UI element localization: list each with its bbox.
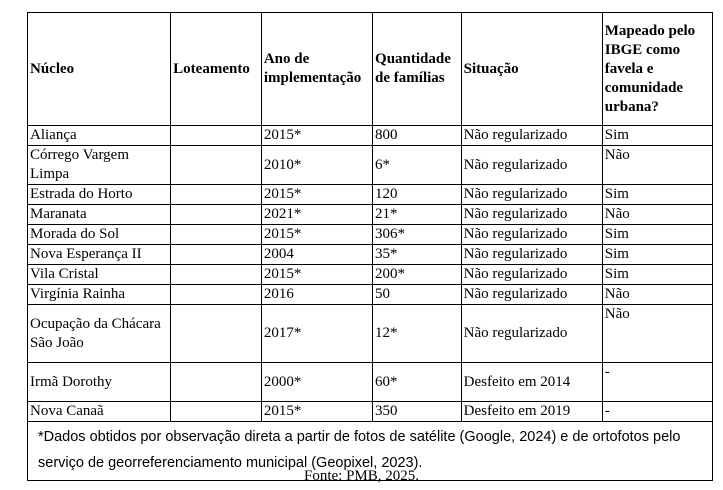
cell-loteamento bbox=[171, 305, 262, 363]
header-nucleo: Núcleo bbox=[28, 13, 171, 126]
cell-ibge: Sim bbox=[602, 225, 712, 245]
cell-ibge: Sim bbox=[602, 245, 712, 265]
table-header-row bbox=[28, 13, 713, 126]
table-row bbox=[28, 185, 713, 205]
header-familias: Quantidade de famílias bbox=[373, 13, 462, 126]
table-row bbox=[28, 305, 713, 363]
header-ibge: Mapeado pelo IBGE como favela e comunidade urbana? bbox=[602, 13, 712, 126]
cell-nucleo: Virgínia Rainha bbox=[28, 285, 171, 305]
cell-ano: 2016 bbox=[261, 285, 372, 305]
cell-nucleo: Estrada do Horto bbox=[28, 185, 171, 205]
cell-familias: 306* bbox=[373, 225, 462, 245]
cell-situacao: Desfeito em 2014 bbox=[461, 363, 602, 402]
table-row bbox=[28, 126, 713, 146]
cell-familias: 12* bbox=[373, 305, 462, 363]
cell-ibge: - bbox=[602, 402, 712, 422]
cell-loteamento bbox=[171, 146, 262, 185]
cell-loteamento bbox=[171, 245, 262, 265]
cell-ano: 2004 bbox=[261, 245, 372, 265]
cell-ano: 2000* bbox=[261, 363, 372, 402]
table-row bbox=[28, 402, 713, 422]
cell-familias: 800 bbox=[373, 126, 462, 146]
cell-loteamento bbox=[171, 205, 262, 225]
cell-situacao: Não regularizado bbox=[461, 265, 602, 285]
cell-loteamento bbox=[171, 402, 262, 422]
cell-nucleo: Vila Cristal bbox=[28, 265, 171, 285]
cell-nucleo: Ocupação da Chácara São João bbox=[28, 305, 171, 363]
cell-ibge: Não bbox=[602, 285, 712, 305]
cell-nucleo: Morada do Sol bbox=[28, 225, 171, 245]
cell-ibge: Sim bbox=[602, 185, 712, 205]
cell-ano: 2021* bbox=[261, 205, 372, 225]
table-row bbox=[28, 285, 713, 305]
cell-nucleo: Aliança bbox=[28, 126, 171, 146]
cell-loteamento bbox=[171, 265, 262, 285]
cell-ibge: Não bbox=[602, 205, 712, 225]
header-situacao: Situação bbox=[461, 13, 602, 126]
cell-ano: 2015* bbox=[261, 265, 372, 285]
cell-familias: 350 bbox=[373, 402, 462, 422]
cell-familias: 120 bbox=[373, 185, 462, 205]
cell-ano: 2015* bbox=[261, 402, 372, 422]
cell-ano: 2015* bbox=[261, 126, 372, 146]
cell-nucleo: Maranata bbox=[28, 205, 171, 225]
cell-ibge: - bbox=[602, 363, 712, 402]
table-row bbox=[28, 225, 713, 245]
cell-situacao: Desfeito em 2019 bbox=[461, 402, 602, 422]
cell-ano: 2017* bbox=[261, 305, 372, 363]
cell-familias: 60* bbox=[373, 363, 462, 402]
header-loteamento: Loteamento bbox=[171, 13, 262, 126]
cell-situacao: Não regularizado bbox=[461, 285, 602, 305]
cell-ano: 2015* bbox=[261, 185, 372, 205]
cell-loteamento bbox=[171, 126, 262, 146]
cell-ibge: Não bbox=[602, 305, 712, 363]
table-row bbox=[28, 265, 713, 285]
table-row bbox=[28, 146, 713, 185]
table-row bbox=[28, 205, 713, 225]
table-source-caption: Fonte: PMB, 2025. bbox=[303, 468, 420, 484]
cell-ano: 2015* bbox=[261, 225, 372, 245]
cell-ibge: Sim bbox=[602, 126, 712, 146]
table-footnote: *Dados obtidos por observação direta a partir de fotos de satélite (Google, 2024) e de ortofotos pelo serviço de georreferenciamento municipal (Geopixel, 2023). bbox=[28, 422, 713, 481]
cell-situacao: Não regularizado bbox=[461, 225, 602, 245]
cell-nucleo: Nova Canaã bbox=[28, 402, 171, 422]
cell-familias: 35* bbox=[373, 245, 462, 265]
cell-familias: 50 bbox=[373, 285, 462, 305]
cell-familias: 21* bbox=[373, 205, 462, 225]
cell-situacao: Não regularizado bbox=[461, 185, 602, 205]
cell-loteamento bbox=[171, 285, 262, 305]
settlements-table bbox=[27, 12, 713, 481]
header-ano: Ano de implementação bbox=[261, 13, 372, 126]
cell-situacao: Não regularizado bbox=[461, 126, 602, 146]
table-row bbox=[28, 245, 713, 265]
cell-ano: 2010* bbox=[261, 146, 372, 185]
cell-situacao: Não regularizado bbox=[461, 245, 602, 265]
document-table-wrapper bbox=[27, 12, 713, 481]
cell-ibge: Sim bbox=[602, 265, 712, 285]
cell-situacao: Não regularizado bbox=[461, 205, 602, 225]
cell-loteamento bbox=[171, 225, 262, 245]
cell-loteamento bbox=[171, 363, 262, 402]
cell-familias: 200* bbox=[373, 265, 462, 285]
cell-nucleo: Córrego Vargem Limpa bbox=[28, 146, 171, 185]
cell-nucleo: Nova Esperança II bbox=[28, 245, 171, 265]
cell-nucleo: Irmã Dorothy bbox=[28, 363, 171, 402]
cell-ibge: Não bbox=[602, 146, 712, 185]
cell-familias: 6* bbox=[373, 146, 462, 185]
table-row bbox=[28, 363, 713, 402]
cell-loteamento bbox=[171, 185, 262, 205]
cell-situacao: Não regularizado bbox=[461, 146, 602, 185]
cell-situacao: Não regularizado bbox=[461, 305, 602, 363]
